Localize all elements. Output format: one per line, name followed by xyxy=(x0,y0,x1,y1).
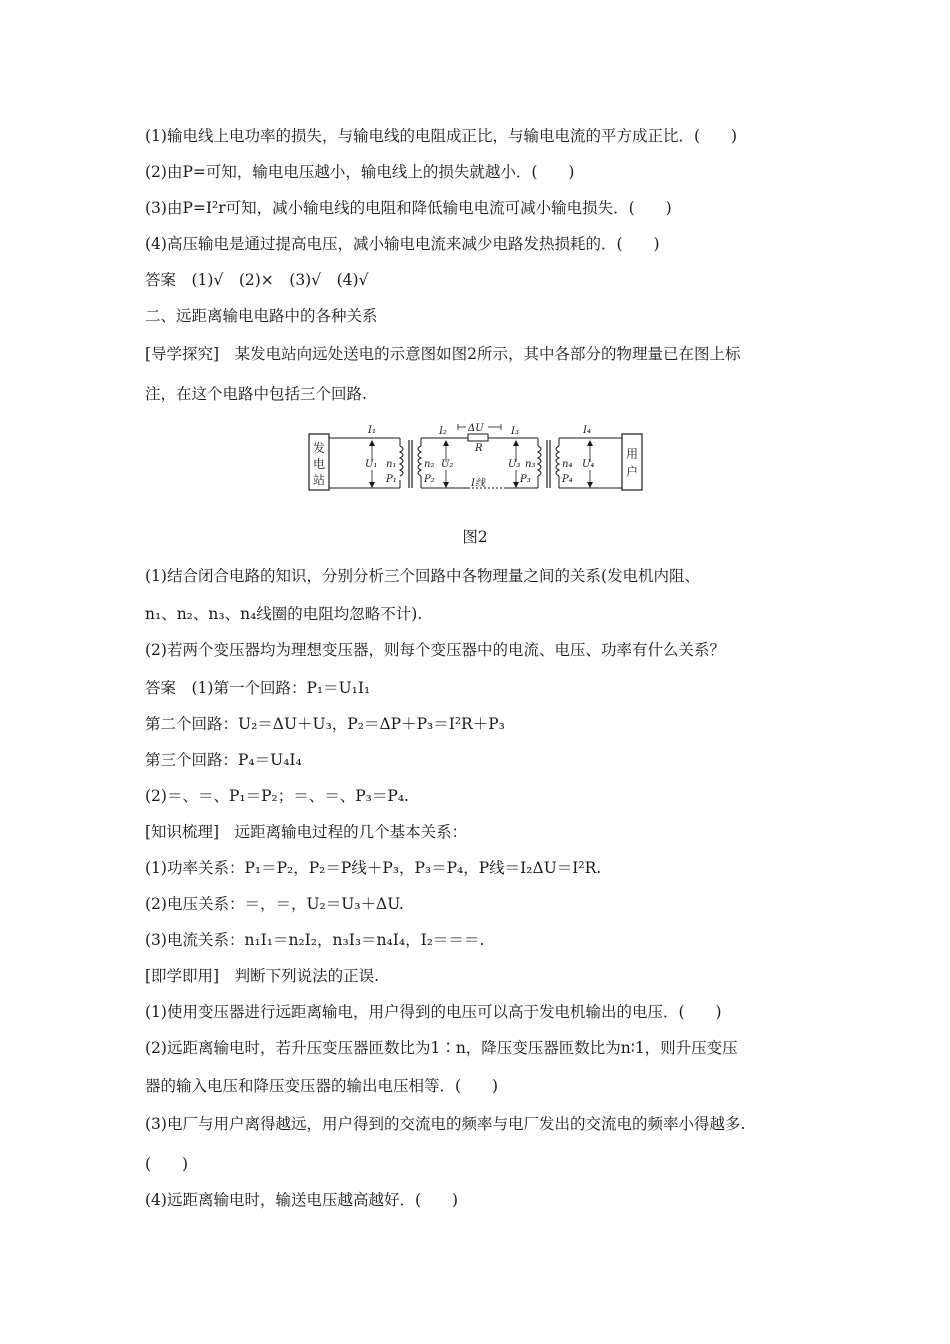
coil-n3 xyxy=(538,446,541,476)
label-I2: I₂ xyxy=(439,426,447,437)
line-p1b: n₁、n₂、n₃、n₄线圈的电阻均忽略不计). xyxy=(145,605,423,623)
label-n3: n₃ xyxy=(525,459,536,470)
coil-n1 xyxy=(400,446,403,476)
knowledge-3: (3)电流关系：n₁I₁＝n₂I₂，n₃I₃＝n₄I₄，I₂＝＝＝. xyxy=(145,931,485,949)
answer-2d: (2)＝、＝、P₁＝P₂；＝、＝、P₃＝P₄. xyxy=(145,787,409,805)
answer-2c: 第三个回路：P₄＝U₄I₄ xyxy=(145,751,302,769)
apply-3b: ( ) xyxy=(145,1155,189,1173)
station-char-3: 站 xyxy=(312,473,326,487)
apply-2b: 器的输入电压和降压变压器的输出电压相等．( ) xyxy=(145,1077,499,1095)
figure-caption: 图2 xyxy=(462,528,488,546)
line-p2: (2)若两个变压器均为理想变压器，则每个变压器中的电流、电压、功率有什么关系？ xyxy=(145,641,725,659)
station-char-1: 发 xyxy=(312,441,326,455)
user-char-2: 户 xyxy=(625,465,639,479)
answer-2b: 第二个回路：U₂＝ΔU＋U₃，P₂＝ΔP＋P₃＝I²R＋P₃ xyxy=(145,715,505,733)
label-P1: P₁ xyxy=(386,474,397,485)
line-q1-1: (1)输电线上电功率的损失，与输电线的电阻成正比，与输电电流的平方成正比．( ) xyxy=(145,127,738,145)
apply-2a: (2)远距离输电时，若升压变压器匝数比为1∶n，降压变压器匝数比为n∶1，则升压变压 xyxy=(145,1039,738,1057)
line-q1-4: (4)高压输电是通过提高电压，减小输电电流来减少电路发热损耗的．( ) xyxy=(145,235,660,253)
apply-4: (4)远距离输电时，输送电压越高越好．( ) xyxy=(145,1191,459,1209)
user-char-1: 用 xyxy=(625,447,639,461)
station-char-2: 电 xyxy=(312,457,326,471)
section-heading: 二、远距离输电电路中的各种关系 xyxy=(145,307,378,325)
circuit-diagram xyxy=(308,420,644,502)
line-q1-2: (2)由P=可知，输电电压越小，输电线上的损失就越小．( ) xyxy=(145,163,575,181)
knowledge-2: (2)电压关系：＝，＝，U₂＝U₃＋ΔU. xyxy=(145,895,404,913)
label-U1: U₁ xyxy=(365,459,378,470)
line-q1-3: (3)由P=I²r可知，减小输电线的电阻和降低输电电流可减小输电损失．( ) xyxy=(145,199,672,217)
label-n4: n₄ xyxy=(562,459,573,470)
label-U3: U₃ xyxy=(508,459,521,470)
apply-heading: [即学即用] 判断下列说法的正误. xyxy=(145,967,380,985)
label-Iline: I线 xyxy=(471,478,485,489)
label-P2: P₂ xyxy=(424,474,435,485)
label-I3: I₃ xyxy=(511,426,519,437)
knowledge-heading: [知识梳理] 远距离输电过程的几个基本关系： xyxy=(145,823,468,841)
label-I1: I₁ xyxy=(368,425,376,436)
answer-2a: 答案 (1)第一个回路：P₁＝U₁I₁ xyxy=(145,679,371,697)
guide-line-a: [导学探究] 某发电站向远处送电的示意图如图2所示，其中各部分的物理量已在图上标 xyxy=(145,345,741,363)
resistor-R xyxy=(468,434,488,441)
guide-line-b: 注，在这个电路中包括三个回路. xyxy=(145,385,367,403)
label-R: R xyxy=(475,443,483,454)
apply-3a: (3)电厂与用户离得越远，用户得到的交流电的频率与电厂发出的交流电的频率小得越多. xyxy=(145,1115,746,1133)
label-deltaU: ΔU xyxy=(468,423,484,434)
line-p1a: (1)结合闭合电路的知识，分别分析三个回路中各物理量之间的关系(发电机内阻、 xyxy=(145,567,701,585)
knowledge-1: (1)功率关系：P₁＝P₂，P₂＝P线＋P₃，P₃＝P₄，P线＝I₂ΔU＝I²R. xyxy=(145,859,602,877)
label-U4: U₄ xyxy=(582,459,595,470)
answer-1: 答案 (1)√ (2)× (3)√ (4)√ xyxy=(145,271,369,289)
label-n1: n₁ xyxy=(386,459,397,470)
user-box xyxy=(622,434,642,490)
label-n2: n₂ xyxy=(424,459,435,470)
coil-n4 xyxy=(556,446,559,476)
label-I4: I₄ xyxy=(583,425,591,436)
label-P3: P₃ xyxy=(520,474,531,485)
label-U2: U₂ xyxy=(441,459,454,470)
coil-n2 xyxy=(418,446,421,476)
apply-1: (1)使用变压器进行远距离输电，用户得到的电压可以高于发电机输出的电压．( ) xyxy=(145,1003,722,1021)
label-P4: P₄ xyxy=(562,474,573,485)
